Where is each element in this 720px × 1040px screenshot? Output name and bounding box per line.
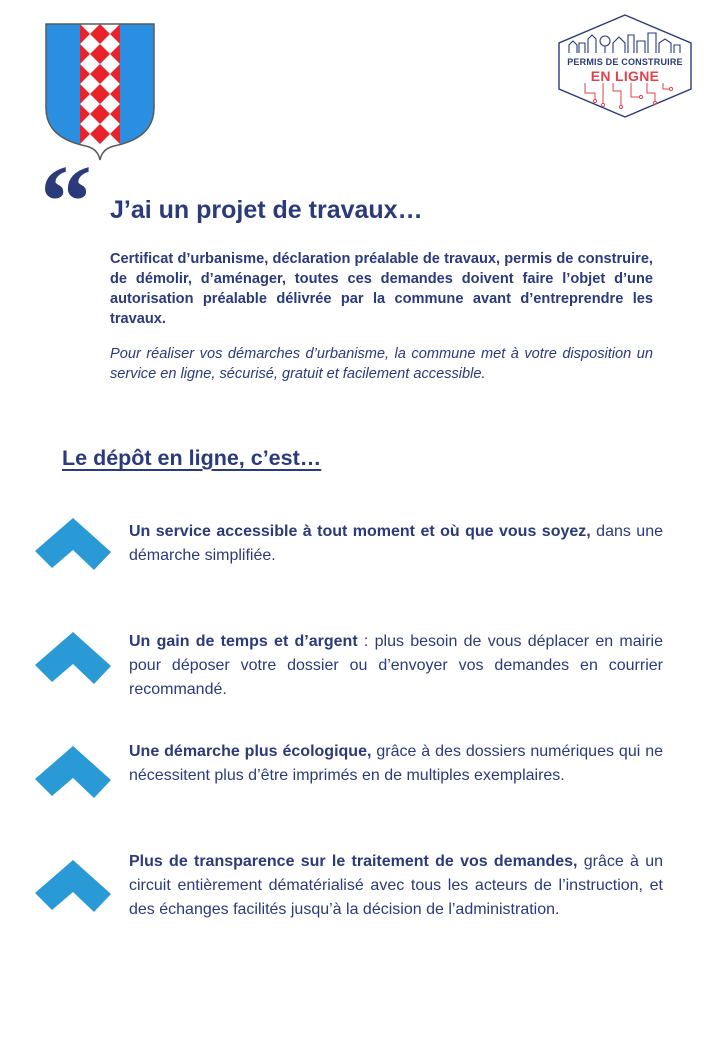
feature-text: grâce à des dossiers numériques qui ne nécessitent plus d’être imprimés en de multiples exemplaires.: [129, 743, 663, 784]
logo-line-1: PERMIS DE CONSTRUIRE: [567, 57, 683, 67]
feature-bold: Un gain de temps et d’argent: [129, 633, 358, 650]
logo-line-2: EN LIGNE: [590, 68, 660, 84]
chevron-up-icon: [35, 858, 111, 914]
quote-mark: “: [40, 144, 92, 259]
intro-italic-paragraph: Pour réaliser vos démarches d’urbanisme, la commune met à votre disposition un service en ligne, sécurisé, gratuit et facilement accessible.: [110, 346, 653, 382]
feature-bold: Un service accessible à tout moment et où que vous soyez,: [129, 523, 591, 540]
feature-item: [129, 850, 663, 922]
intro-paragraph: Certificat d’urbanisme, déclaration préalable de travaux, permis de construire, de démolir, d’aménager, toutes ces demandes doivent faire l’objet d’une autorisation préalable délivrée par la commune avant d’entreprendre les travaux.: [110, 251, 653, 327]
feature-text: : plus besoin de vous déplacer en mairie pour déposer votre dossier ou d’envoyer vos demandes en courrier recommandé.: [129, 633, 663, 698]
feature-text: grâce à un circuit entièrement dématérialisé avec tous les acteurs de l’instruction, et des échanges facilités jusqu’à la décision de l’administration.: [129, 853, 663, 918]
chevron-up-icon: [35, 630, 111, 686]
feature-bold: Une démarche plus écologique,: [129, 743, 372, 760]
coat-of-arms-icon: [44, 22, 156, 164]
chevron-up-icon: [35, 744, 111, 800]
feature-item: [129, 740, 663, 788]
section-title: Le dépôt en ligne, c’est…: [62, 446, 322, 470]
chevron-up-icon: [35, 516, 111, 572]
feature-item: [129, 520, 663, 568]
feature-item: [129, 630, 663, 702]
feature-bold: Plus de transparence sur le traitement de vos demandes,: [129, 853, 578, 870]
feature-text: dans une démarche simplifiée.: [129, 523, 664, 564]
page-title: J’ai un projet de travaux…: [110, 196, 423, 224]
